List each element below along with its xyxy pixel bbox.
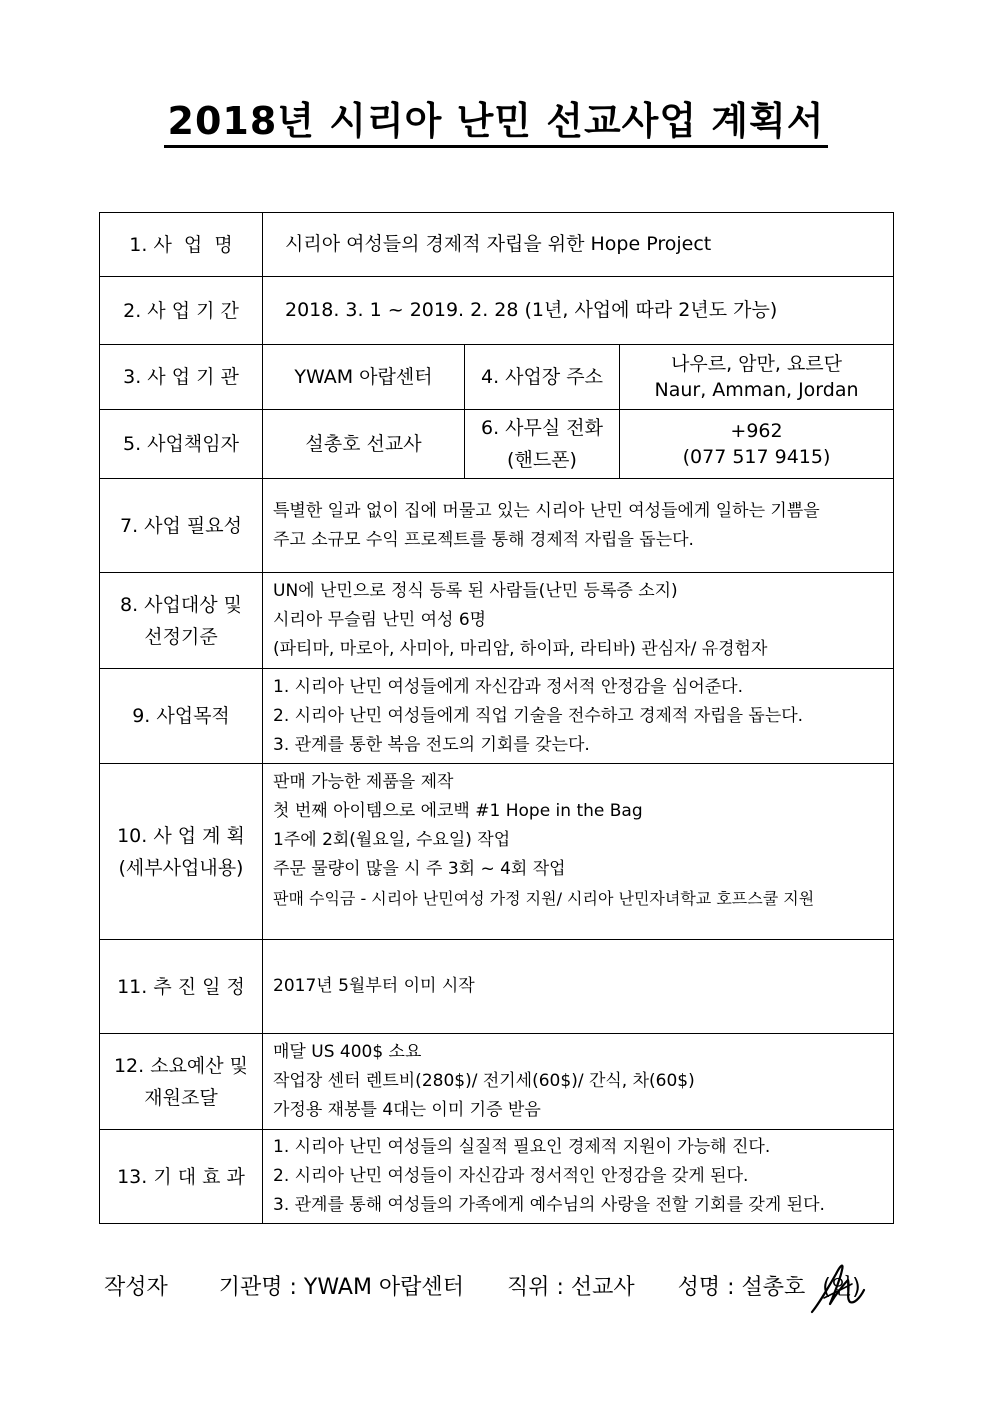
label-purpose: 9. 사업목적 [100,669,263,764]
label-project-period: 2. 사 업 기 간 [100,277,263,345]
budget-line: 가정용 재봉틀 4대는 이미 기증 받음 [273,1100,541,1120]
value-plan [263,764,894,940]
phone-country-code: +962 [730,420,783,442]
value-address [620,345,894,410]
row-plan [100,764,894,940]
author-footer [104,1270,924,1301]
plan-line: 첫 번째 아이템으로 에코백 #1 Hope in the Bag [273,801,643,821]
row-target [100,573,894,669]
row-manager [100,410,894,479]
label-budget [100,1034,263,1130]
label-project-name: 1. 사 업 명 [100,213,263,277]
footer-position: 직위 : 선교사 [506,1275,635,1300]
row-organization [100,345,894,410]
effect-line: 1. 시리아 난민 여성들의 실질적 필요인 경제적 지원이 가능해 진다. [273,1137,771,1157]
document-title-wrap [0,90,992,145]
effect-line: 3. 관계를 통해 여성들의 가족에게 예수님의 사랑을 전할 기회를 갖게 된다. [273,1195,825,1215]
label-budget-line2: 재원조달 [144,1086,218,1109]
plan-line: 주문 물량이 많을 시 주 3회 ~ 4회 작업 [273,859,566,879]
label-necessity: 7. 사업 필요성 [100,479,263,573]
label-budget-line1: 12. 소요예산 및 [113,1054,249,1077]
purpose-line: 1. 시리아 난민 여성들에게 자신감과 정서적 안정감을 심어준다. [273,676,743,697]
plan-table [99,212,894,1224]
plan-line: 1주에 2회(월요일, 수요일) 작업 [273,830,511,850]
signature-mark [806,1254,866,1316]
value-target [263,573,894,669]
label-plan [100,764,263,940]
target-line: UN에 난민으로 정식 등록 된 사람들(난민 등록증 소지) [273,581,678,601]
value-effect [263,1130,894,1224]
label-schedule: 11. 추 진 일 정 [100,940,263,1034]
label-organization: 3. 사 업 기 관 [100,345,263,410]
footer-org: 기관명 : YWAM 아랍센터 [218,1275,464,1300]
target-line: 시리아 무슬림 난민 여성 6명 [273,610,487,630]
budget-line: 매달 US 400$ 소요 [273,1042,422,1062]
value-purpose [263,669,894,764]
phone-number: (077 517 9415) [682,446,831,468]
footer-author: 작성자 [104,1275,168,1300]
row-effect [100,1130,894,1224]
row-purpose [100,669,894,764]
value-phone [620,410,894,479]
target-line: (파티마, 마로아, 사미아, 마리암, 하이파, 라티바) 관심자/ 유경험자 [273,639,768,659]
label-address: 4. 사업장 주소 [465,345,620,410]
label-phone [465,410,620,479]
row-schedule [100,940,894,1034]
value-project-period: 2018. 3. 1 ~ 2019. 2. 28 (1년, 사업에 따라 2년도 가능) [263,277,894,345]
plan-line: 판매 가능한 제품을 제작 [273,772,454,792]
row-necessity [100,479,894,573]
value-schedule: 2017년 5월부터 이미 시작 [263,940,894,1034]
value-manager: 설총호 선교사 [263,410,465,479]
value-organization: YWAM 아랍센터 [263,345,465,410]
address-korean: 나우르, 암만, 요르단 [671,353,843,375]
label-effect: 13. 기 대 효 과 [100,1130,263,1224]
label-plan-line1: 10. 사 업 계 획 [117,824,245,847]
value-necessity [263,479,894,573]
plan-line: 판매 수익금 - 시리아 난민여성 가정 지원/ 시리아 난민자녀학교 호프스쿨 지원 [273,889,815,908]
budget-line: 작업장 센터 렌트비(280$)/ 전기세(60$)/ 간식, 차(60$) [273,1071,695,1091]
label-phone-line2: (핸드폰) [507,449,577,471]
row-project-period [100,277,894,345]
document-title: 2018년 시리아 난민 선교사업 계획서 [164,99,829,148]
footer-seal: (인) [822,1275,861,1300]
row-budget [100,1034,894,1130]
value-budget [263,1034,894,1130]
row-project-name [100,213,894,277]
necessity-line: 특별한 일과 없이 집에 머물고 있는 시리아 난민 여성들에게 일하는 기쁨을 [273,500,820,521]
label-target-line1: 8. 사업대상 및 [120,593,242,616]
address-english: Naur, Amman, Jordan [654,379,859,401]
label-target [100,573,263,669]
effect-line: 2. 시리아 난민 여성들이 자신감과 정서적인 안정감을 갖게 된다. [273,1166,749,1186]
purpose-line: 3. 관계를 통한 복음 전도의 기회를 갖는다. [273,734,590,755]
necessity-line: 주고 소규모 수익 프로젝트를 통해 경제적 자립을 돕는다. [273,529,694,550]
label-manager: 5. 사업책임자 [100,410,263,479]
purpose-line: 2. 시리아 난민 여성들에게 직업 기술을 전수하고 경제적 자립을 돕는다. [273,705,804,726]
label-plan-line2: (세부사업내용) [118,856,244,879]
value-project-name: 시리아 여성들의 경제적 자립을 위한 Hope Project [263,213,894,277]
footer-name: 성명 : 설총호 [677,1275,806,1300]
label-target-line2: 선정기준 [144,625,218,648]
label-phone-line1: 6. 사무실 전화 [481,417,603,439]
